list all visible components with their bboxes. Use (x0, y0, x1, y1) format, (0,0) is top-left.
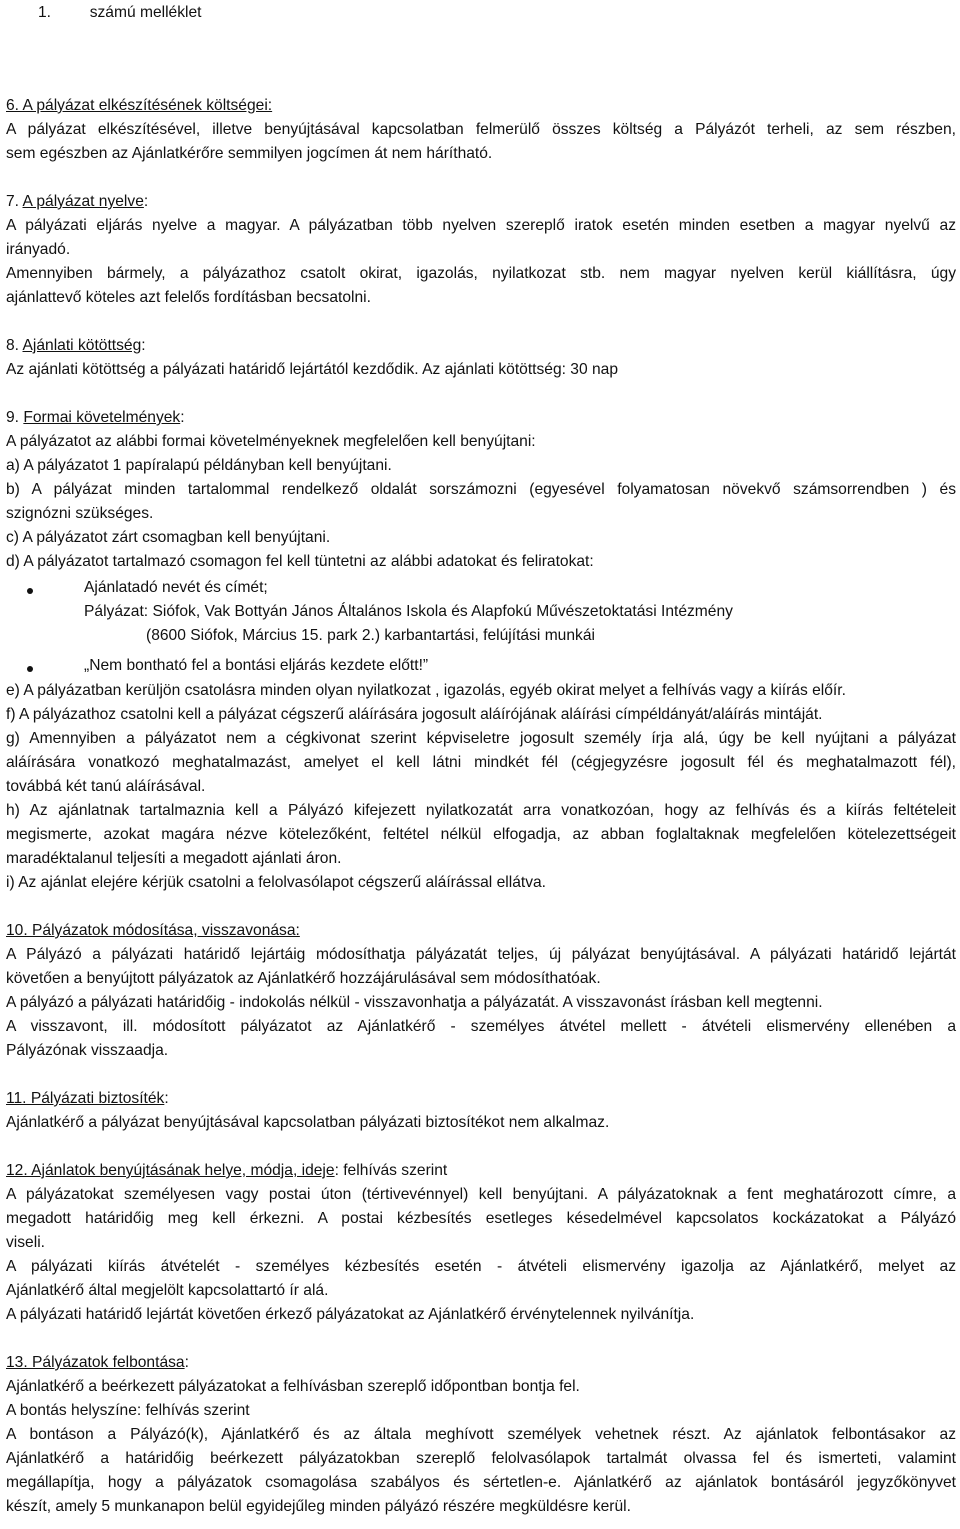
section-13-title: 13. Pályázatok felbontása (6, 1354, 185, 1371)
section-9-colon: : (180, 409, 185, 426)
section-12-suffix: : felhívás szerint (334, 1162, 448, 1179)
section-13-colon: : (184, 1354, 189, 1371)
bullet-item-bidder: Ajánlatadó nevét és címét; (84, 579, 268, 596)
section-12-text-line: A pályázati kiírás átvételét - személyes kézbesítés esetén - átvételi elismervény igazolja az Ajánlatkérő, melyet az (6, 1258, 956, 1275)
section-7-text-line: Amennyiben bármely, a pályázathoz csatolt okirat, igazolás, nyilatkozat stb. nem magyar nyelven kerül kiállításra, úgy (6, 265, 956, 282)
section-10-text-line: követően a benyújtott pályázatok az Ajánlatkérő hozzájárulásával sem módosíthatóak. (6, 970, 601, 987)
section-9-item-a: a) A pályázatot 1 papíralapú példányban kell benyújtani. (6, 457, 392, 474)
section-9-heading (6, 408, 185, 428)
section-12-text-line: A pályázati határidő lejártát követően érkező pályázatokat az Ajánlatkérő érvénytelennek nyilvánítja. (6, 1306, 695, 1323)
bullet-item-notice: „Nem bontható fel a bontási eljárás kezdete előtt!” (84, 657, 429, 674)
section-9-item-h: megismerte, azokat magára nézve kötelezőként, feltétel nélkül elfogadja, az abban foglaltaknak megfelelően kötelezettségeit (6, 826, 956, 843)
section-10-text-line: A Pályázó a pályázati határidő lejártáig módosíthatja pályázatát teljes, új pályázat benyújtásával. A pályázati határidő lejártát (6, 946, 956, 963)
section-9-item-h: h) Az ajánlatnak tartalmaznia kell a Pályázó kifejezett nyilatkozatát arra vonatkozóan, hogy az felhívás és a kiírás feltételeit (6, 802, 956, 819)
section-13-text-line: Ajánlatkérő a beérkezett pályázatokat a felhívásban szereplő időpontban bontja fel. (6, 1378, 580, 1395)
section-7-number: 7. (6, 193, 20, 210)
section-9-item-h: maradéktalanul teljesíti a megadott ajánlati áron. (6, 850, 342, 867)
section-13-text-line: megállapítja, hogy a pályázatok csomagolása szabályos és sértetlen-e. Ajánlatkérő az ajánlatok bontásáról jegyzőkönyvet (6, 1474, 956, 1491)
section-8-heading (6, 336, 146, 356)
section-9-item-g: g) Amennyiben a pályázatot nem a cégkivonat szerint képviseletre jogosult személy írja alá, úgy be kell nyújtani a pályázat (6, 730, 956, 747)
section-9-item-g: aláírására vonatkozó meghatalmazást, amelyet el kell látni mindkét fél (cégjegyzésre jogosult fél és meghatalmazott fél), (6, 754, 956, 771)
section-9-item-d: d) A pályázatot tartalmazó csomagon fel kell tüntetni az alábbi adatokat és feliratokat: (6, 553, 594, 570)
section-10-text-line: Pályázónak visszaadja. (6, 1042, 169, 1059)
section-9-item-g: továbbá két tanú aláírásával. (6, 778, 206, 795)
section-10-text-line: A visszavont, ill. módosított pályázatot az Ajánlatkérő - személyes átvétel mellett - átvételi elismervény ellenében a (6, 1018, 956, 1035)
section-8-title: Ajánlati kötöttség (22, 337, 142, 354)
section-7-colon: : (143, 193, 149, 210)
section-12-text-line: Ajánlatkérő által megjelölt kapcsolattartó ír alá. (6, 1282, 329, 1299)
bullet-item-address: (8600 Siófok, Március 15. park 2.) karbantartási, felújítási munkái (146, 627, 595, 644)
section-12-heading (6, 1161, 447, 1181)
section-13-text-line: készít, amely 5 munkanapon belül egyidejűleg minden pályázó részére megküldésre kerül. (6, 1498, 631, 1515)
section-13-text-line: A bontáson a Pályázó(k), Ajánlatkérő és az általa meghívott személyek vehetnek részt. Az ajánlatok felbontásakor az (6, 1426, 956, 1443)
section-11-colon: : (164, 1090, 169, 1107)
section-13-heading (6, 1353, 189, 1373)
section-9-number: 9. (6, 409, 20, 426)
section-9-item-b: szignózni szükséges. (6, 505, 154, 522)
section-9-item-e: e) A pályázatban kerüljön csatolásra minden olyan nyilatkozat , igazolás, egyéb okirat melyet a felhívás vagy a kiírás előír. (6, 682, 846, 699)
section-9-title: Formai követelmények (23, 409, 181, 426)
bullet-dot-icon (27, 588, 33, 594)
section-7-text-line: irányadó. (6, 241, 71, 258)
bullet-dot-icon (27, 666, 33, 672)
section-8-text-line: Az ajánlati kötöttség a pályázati határidő lejártától kezdődik. Az ajánlati kötöttség: 30 nap (6, 361, 619, 378)
annex-number: 1. (38, 4, 52, 21)
section-7-heading (6, 192, 148, 212)
section-6-text-line: A pályázat elkészítésével, illetve benyújtásával kapcsolatban felmerülő összes költség a Pályázót terheli, az sem részben, (6, 121, 956, 138)
section-8-number: 8. (6, 337, 20, 354)
section-7-text-line: A pályázati eljárás nyelve a magyar. A pályázatban több nyelven szereplő iratok esetén minden esetben a magyar nyelvű az (6, 217, 956, 234)
section-13-text-line: A bontás helyszíne: felhívás szerint (6, 1402, 250, 1419)
section-7-text-line: ajánlattevő köteles azt felelős fordításban becsatolni. (6, 289, 371, 306)
section-12-text-line: megadott határidőig meg kell érkezni. A postai kézbesítés esetleges késedelmével kapcsolatos kockázatokat a Pályázó (6, 1210, 956, 1227)
section-11-title: 11. Pályázati biztosíték (6, 1090, 165, 1107)
section-9-text-line: A pályázatot az alábbi formai követelményeknek megfelelően kell benyújtani: (6, 433, 536, 450)
section-9-item-c: c) A pályázatot zárt csomagban kell benyújtani. (6, 529, 331, 546)
section-12-title: 12. Ajánlatok benyújtásának helye, módja, ideje (6, 1162, 335, 1179)
annex-header (38, 3, 202, 23)
section-11-text-line: Ajánlatkérő a pályázat benyújtásával kapcsolatban pályázati biztosítékot nem alkalmaz. (6, 1114, 610, 1131)
section-12-text-line: A pályázatokat személyesen vagy postai úton (tértivevénnyel) kell benyújtani. A pályázatoknak a fent meghatározott címre, a (6, 1186, 956, 1203)
annex-title: számú melléklet (89, 4, 202, 21)
section-13-text-line: Ajánlatkérő a határidőig beérkezett pályázatokban szereplő felolvasólapok tartalmát olvassa fel és ismerteti, valamint (6, 1450, 956, 1467)
section-9-item-f: f) A pályázathoz csatolni kell a pályázat cégszerű aláírására jogosult aláírójának aláírási címpéldányát/aláírás mintáját. (6, 706, 823, 723)
section-8-colon: : (141, 337, 146, 354)
section-6-heading: 6. A pályázat elkészítésének költségei: (6, 97, 273, 114)
section-7-title: A pályázat nyelve (22, 193, 144, 210)
section-12-text-line: viseli. (6, 1234, 45, 1251)
section-10-heading: 10. Pályázatok módosítása, visszavonása: (6, 922, 300, 939)
bullet-item-tender: Pályázat: Siófok, Vak Bottyán János Általános Iskola és Alapfokú Művészetoktatási Intézmény (84, 603, 733, 620)
section-6-text-line: sem egészben az Ajánlatkérőre semmilyen jogcímen át nem hárítható. (6, 145, 493, 162)
section-9-item-b: b) A pályázat minden tartalommal rendelkező oldalát sorszámozni (egyesével folyamatosan növekvő számsorrendben ) és (6, 481, 956, 498)
section-9-item-i: i) Az ajánlat elejére kérjük csatolni a felolvasólapot cégszerű aláírással ellátva. (6, 874, 547, 891)
section-10-text-line: A pályázó a pályázati határidőig - indokolás nélkül - visszavonhatja a pályázatát. A visszavonást írásban kell megtenni. (6, 994, 823, 1011)
section-11-heading (6, 1089, 169, 1109)
